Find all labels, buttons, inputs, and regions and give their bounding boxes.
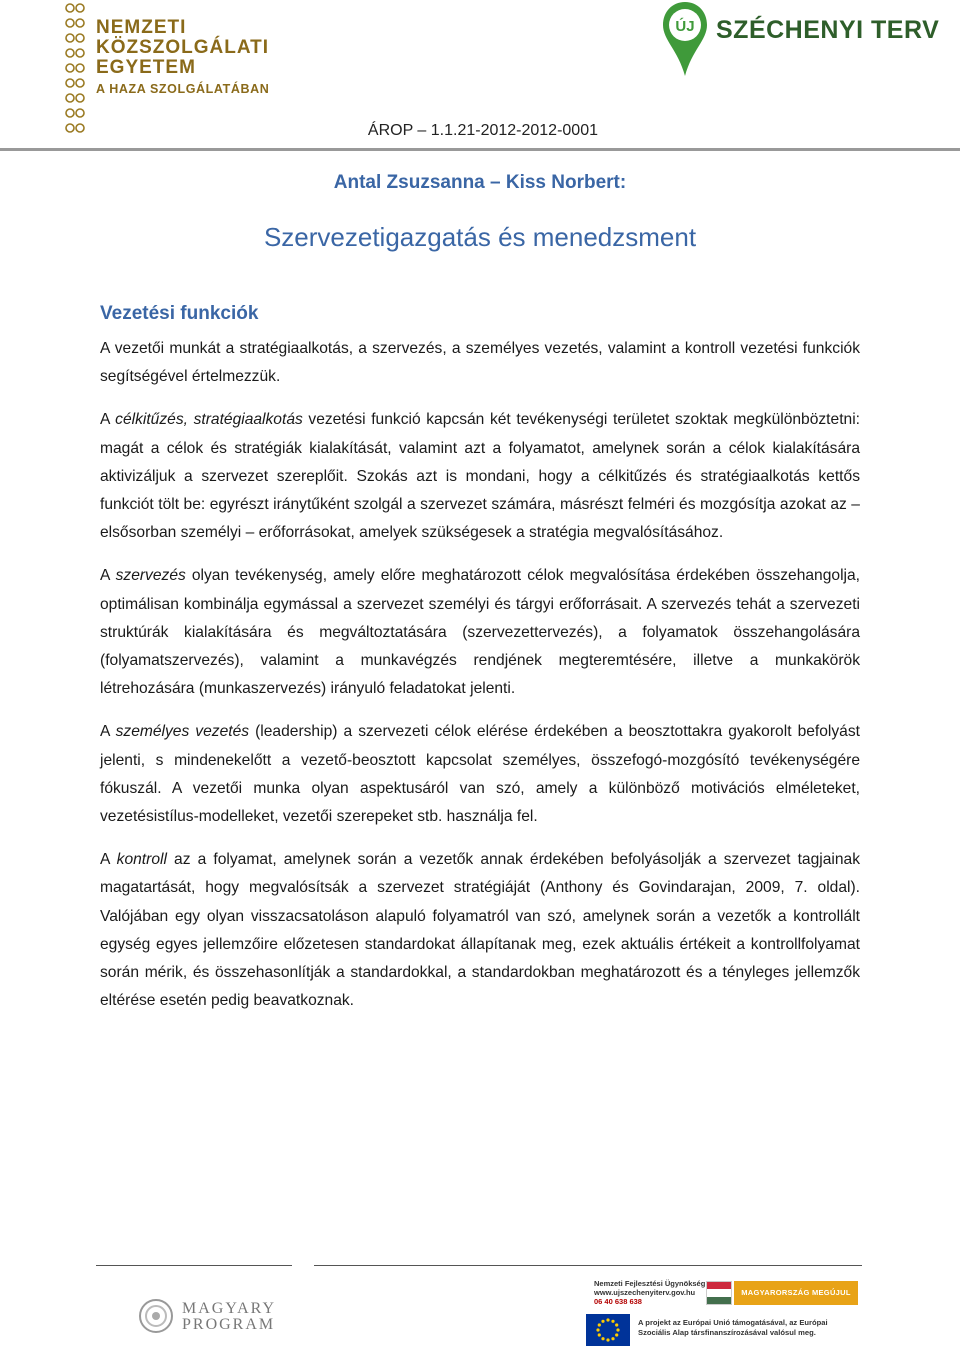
magyarorszag-megujul-logo bbox=[706, 1281, 858, 1305]
section-heading: Vezetési funkciók bbox=[100, 303, 259, 324]
paragraph-organizing bbox=[100, 562, 860, 703]
szechenyi-terv-logo bbox=[660, 0, 950, 80]
paragraph-text: A bbox=[100, 851, 117, 869]
emphasized-term: célkitűzés, stratégiaalkotás bbox=[115, 411, 303, 429]
eu-funding-notice bbox=[586, 1314, 866, 1350]
nfu-website: www.ujszechenyiterv.gov.hu bbox=[594, 1288, 696, 1297]
hungarian-flag-icon bbox=[706, 1281, 732, 1305]
intro-paragraph: A vezetői munkát a stratégiaalkotás, a szervezés, a személyes vezetés, valamint a kontroll vezetési funkciók segítségével értelmezzük. bbox=[100, 340, 860, 386]
nfu-phone: 06 40 638 638 bbox=[594, 1297, 642, 1306]
paragraph-text: az a folyamat, amelynek során a vezetők annak érdekében befolyásolják a szervezet tagjainak magatartását, hogy megvalósítsák a szervezet stratégiáját (Anthony és Govindarajan, 2009, 7. oldal). Valójában egy olyan visszacsatoláson alapuló folyamatról van szó, amelynek során a vezetők a kontrollált egység egyes jellemzőire előzetesen standardokat állapítanak meg, ezek aktuális értékeit a kontrollfolyamat során mérik, és összehasonlítják a standardokkal, a standardokban meghatározott és a tényleges jellemzők eltérése esetén pedig beavatkoznak. bbox=[100, 851, 861, 1010]
magyary-program-logo bbox=[138, 1298, 298, 1344]
header-divider bbox=[0, 148, 960, 151]
document-title: Szervezetigazgatás és menedzsment bbox=[263, 222, 697, 252]
eu-funding-text bbox=[638, 1318, 868, 1338]
uj-badge-text: ÚJ bbox=[675, 18, 695, 35]
eu-flag-icon bbox=[586, 1314, 630, 1346]
university-name bbox=[96, 18, 269, 96]
emphasized-term: személyes vezetés bbox=[115, 723, 250, 741]
magyary-emblem-icon bbox=[138, 1298, 174, 1334]
paragraph-leadership bbox=[100, 718, 860, 831]
magyary-line: MAGYARY bbox=[182, 1300, 277, 1317]
university-logo bbox=[64, 0, 294, 140]
project-code: ÁROP – 1.1.21-2012-2012-0001 bbox=[367, 122, 598, 139]
emphasized-term: szervezés bbox=[115, 567, 186, 585]
university-name-line: NEMZETI bbox=[96, 17, 187, 38]
paragraph-text: vezetési funkció kapcsán két tevékenységi területet szoktak megkülönböztetni: magát a célok és stratégiák kialakítását, valamint azt a folyamatot, amelynek során a célok kialakítására aktivizáljuk a szervezet szereplőit. Szokás azt is mondani, hogy a célkitűzés és stratégiaalkotás kettős funkciót tölt be: egyrészt iránytűként szolgál a szervezet számára, másrészt felméri és mozgósítja azokat az – elsősorban személyi – erőforrásokat, amelyek szükségesek a stratégia megvalósításához. bbox=[100, 411, 860, 542]
szechenyi-terv-name: SZÉCHENYI TERV bbox=[716, 16, 940, 44]
ornament-icon bbox=[64, 0, 86, 140]
paragraph-text: A bbox=[100, 411, 116, 429]
footer-divider bbox=[96, 1265, 292, 1266]
paragraph-text: olyan tevékenység, amely előre meghatározott célok megvalósítása érdekében összehangolja, optimálisan kombinálja egymással a szervezet személyi és tárgyi erőforrásait. A szervezés tehát a szervezeti struktúrák kialakítására és megváltoztatására (szervezettervezés), a folyamatok összehangolására (folyamatszervezés), valamint a munkavégzés rendjének megteremtésére, illetve a munkakörök létrehozására (munkaszervezés) irányuló feladatokat jelenti. bbox=[100, 567, 860, 698]
eu-funding-line: Szociális Alap társfinanszírozásával valósul meg. bbox=[638, 1328, 816, 1337]
paragraph-text: A bbox=[100, 723, 116, 741]
paragraph-text: (leadership) a szervezeti célok elérése érdekében a beosztottakra gyakorolt befolyást jelenti, s mindenekelőtt a vezető-beosztott kapcsolat személyes, összefogó-mozgósító tevékenységére fókuszál. A vezetői munka olyan aspektusáról van szó, amely a különböző motivációs elméleteket, vezetésistílus-modelleket, vezetői szerepeket stb. használja fel. bbox=[100, 723, 860, 826]
paragraph-strategy bbox=[100, 406, 860, 547]
paragraph-text: A bbox=[100, 567, 116, 585]
authors: Antal Zsuzsanna – Kiss Norbert: bbox=[333, 172, 627, 193]
nfu-contact bbox=[594, 1279, 705, 1306]
university-name-line: KÖZSZOLGÁLATI bbox=[96, 37, 270, 58]
university-name-line: EGYETEM bbox=[96, 57, 196, 78]
emphasized-term: kontroll bbox=[116, 851, 167, 869]
footer-divider bbox=[314, 1265, 862, 1266]
university-motto: A HAZA SZOLGÁLATÁBAN bbox=[96, 82, 270, 96]
eu-funding-line: A projekt az Európai Unió támogatásával, az Európai bbox=[638, 1318, 828, 1327]
megujul-label: MAGYARORSZÁG MEGÚJUL bbox=[734, 1281, 858, 1305]
uj-badge-icon bbox=[660, 0, 710, 78]
magyary-program-name bbox=[182, 1301, 276, 1333]
magyary-line: PROGRAM bbox=[182, 1316, 276, 1333]
nfu-title: Nemzeti Fejlesztési Ügynökség bbox=[594, 1279, 706, 1288]
document-body bbox=[100, 303, 860, 1030]
paragraph-control bbox=[100, 846, 860, 1015]
